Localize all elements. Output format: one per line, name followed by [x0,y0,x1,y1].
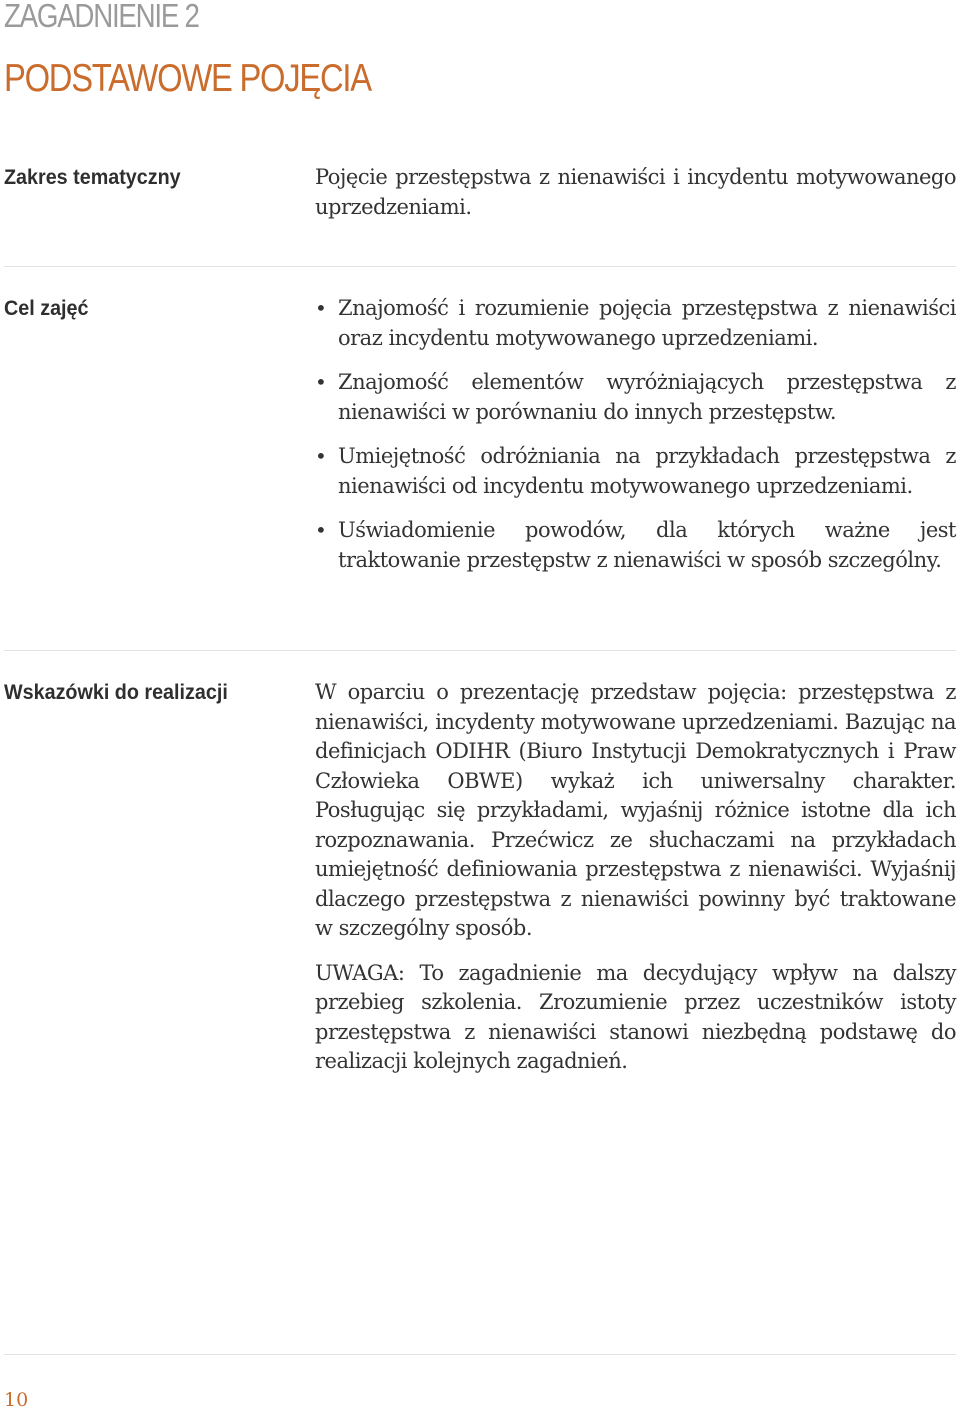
chapter-title: PODSTAWOWE POJĘCIA [4,57,371,100]
footer-divider [4,1354,956,1355]
bullet-icon: • [315,296,327,320]
bullet-icon: • [315,444,327,468]
list-item-text: Znajomość i rozumienie pojęcia przestępstwa z nienawiści oraz incydentu motywowanego uprzedzeniami. [338,296,956,350]
chapter-label: ZAGADNIENIE 2 [4,0,199,34]
list-item-text: Umiejętność odróżniania na przykładach przestępstwa z nienawiści od incydentu motywowanego uprzedzeniami. [338,444,956,498]
section-body-scope [315,163,956,222]
list-item [315,442,956,501]
divider [4,650,956,651]
section-label-scope: Zakres tematyczny [4,166,181,189]
section-body-goals [315,294,956,575]
bullet-icon: • [315,518,327,542]
section-label-guidelines: Wskazówki do realizacji [4,681,228,704]
guidelines-paragraph: W oparciu o prezentację przedstaw pojęcia: przestępstwa z nienawiści, incydenty motywowane uprzedzeniami. Bazując na definicjach ODIHR (Biuro Instytucji Demokratycznych i Praw Człowieka OBWE) wykaż ich uniwersalny charakter. Posługując się przykładami, wyjaśnij różnice istotne dla ich rozpoznawania. Przećwicz ze słuchaczami na przykładach umiejętność definiowania przestępstwa z nienawiści. Wyjaśnij dlaczego przestępstwa z nienawiści powinny być traktowane w szczególny sposób. [315,680,956,940]
list-item-text: Uświadomienie powodów, dla których ważne jest traktowanie przestępstw z nienawiści w sposób szczególny. [338,518,956,572]
goals-list [315,294,956,575]
page-number: 10 [4,1389,29,1411]
guidelines-note: UWAGA: To zagadnienie ma decydujący wpływ na dalszy przebieg szkolenia. Zrozumienie przez uczestników istoty przestępstwa z nienawiści stanowi niezbędną podstawę do realizacji kolejnych zagadnień. [315,960,956,1073]
list-item [315,368,956,427]
bullet-icon: • [315,370,327,394]
scope-text: Pojęcie przestępstwa z nienawiści i incydentu motywowanego uprzedzeniami. [315,165,956,219]
divider [4,266,956,267]
list-item [315,294,956,353]
list-item [315,516,956,575]
section-body-guidelines [315,678,956,1077]
section-label-goals: Cel zajęć [4,297,89,320]
list-item-text: Znajomość elementów wyróżniających przestępstwa z nienawiści w porównaniu do innych przestępstw. [338,370,956,424]
